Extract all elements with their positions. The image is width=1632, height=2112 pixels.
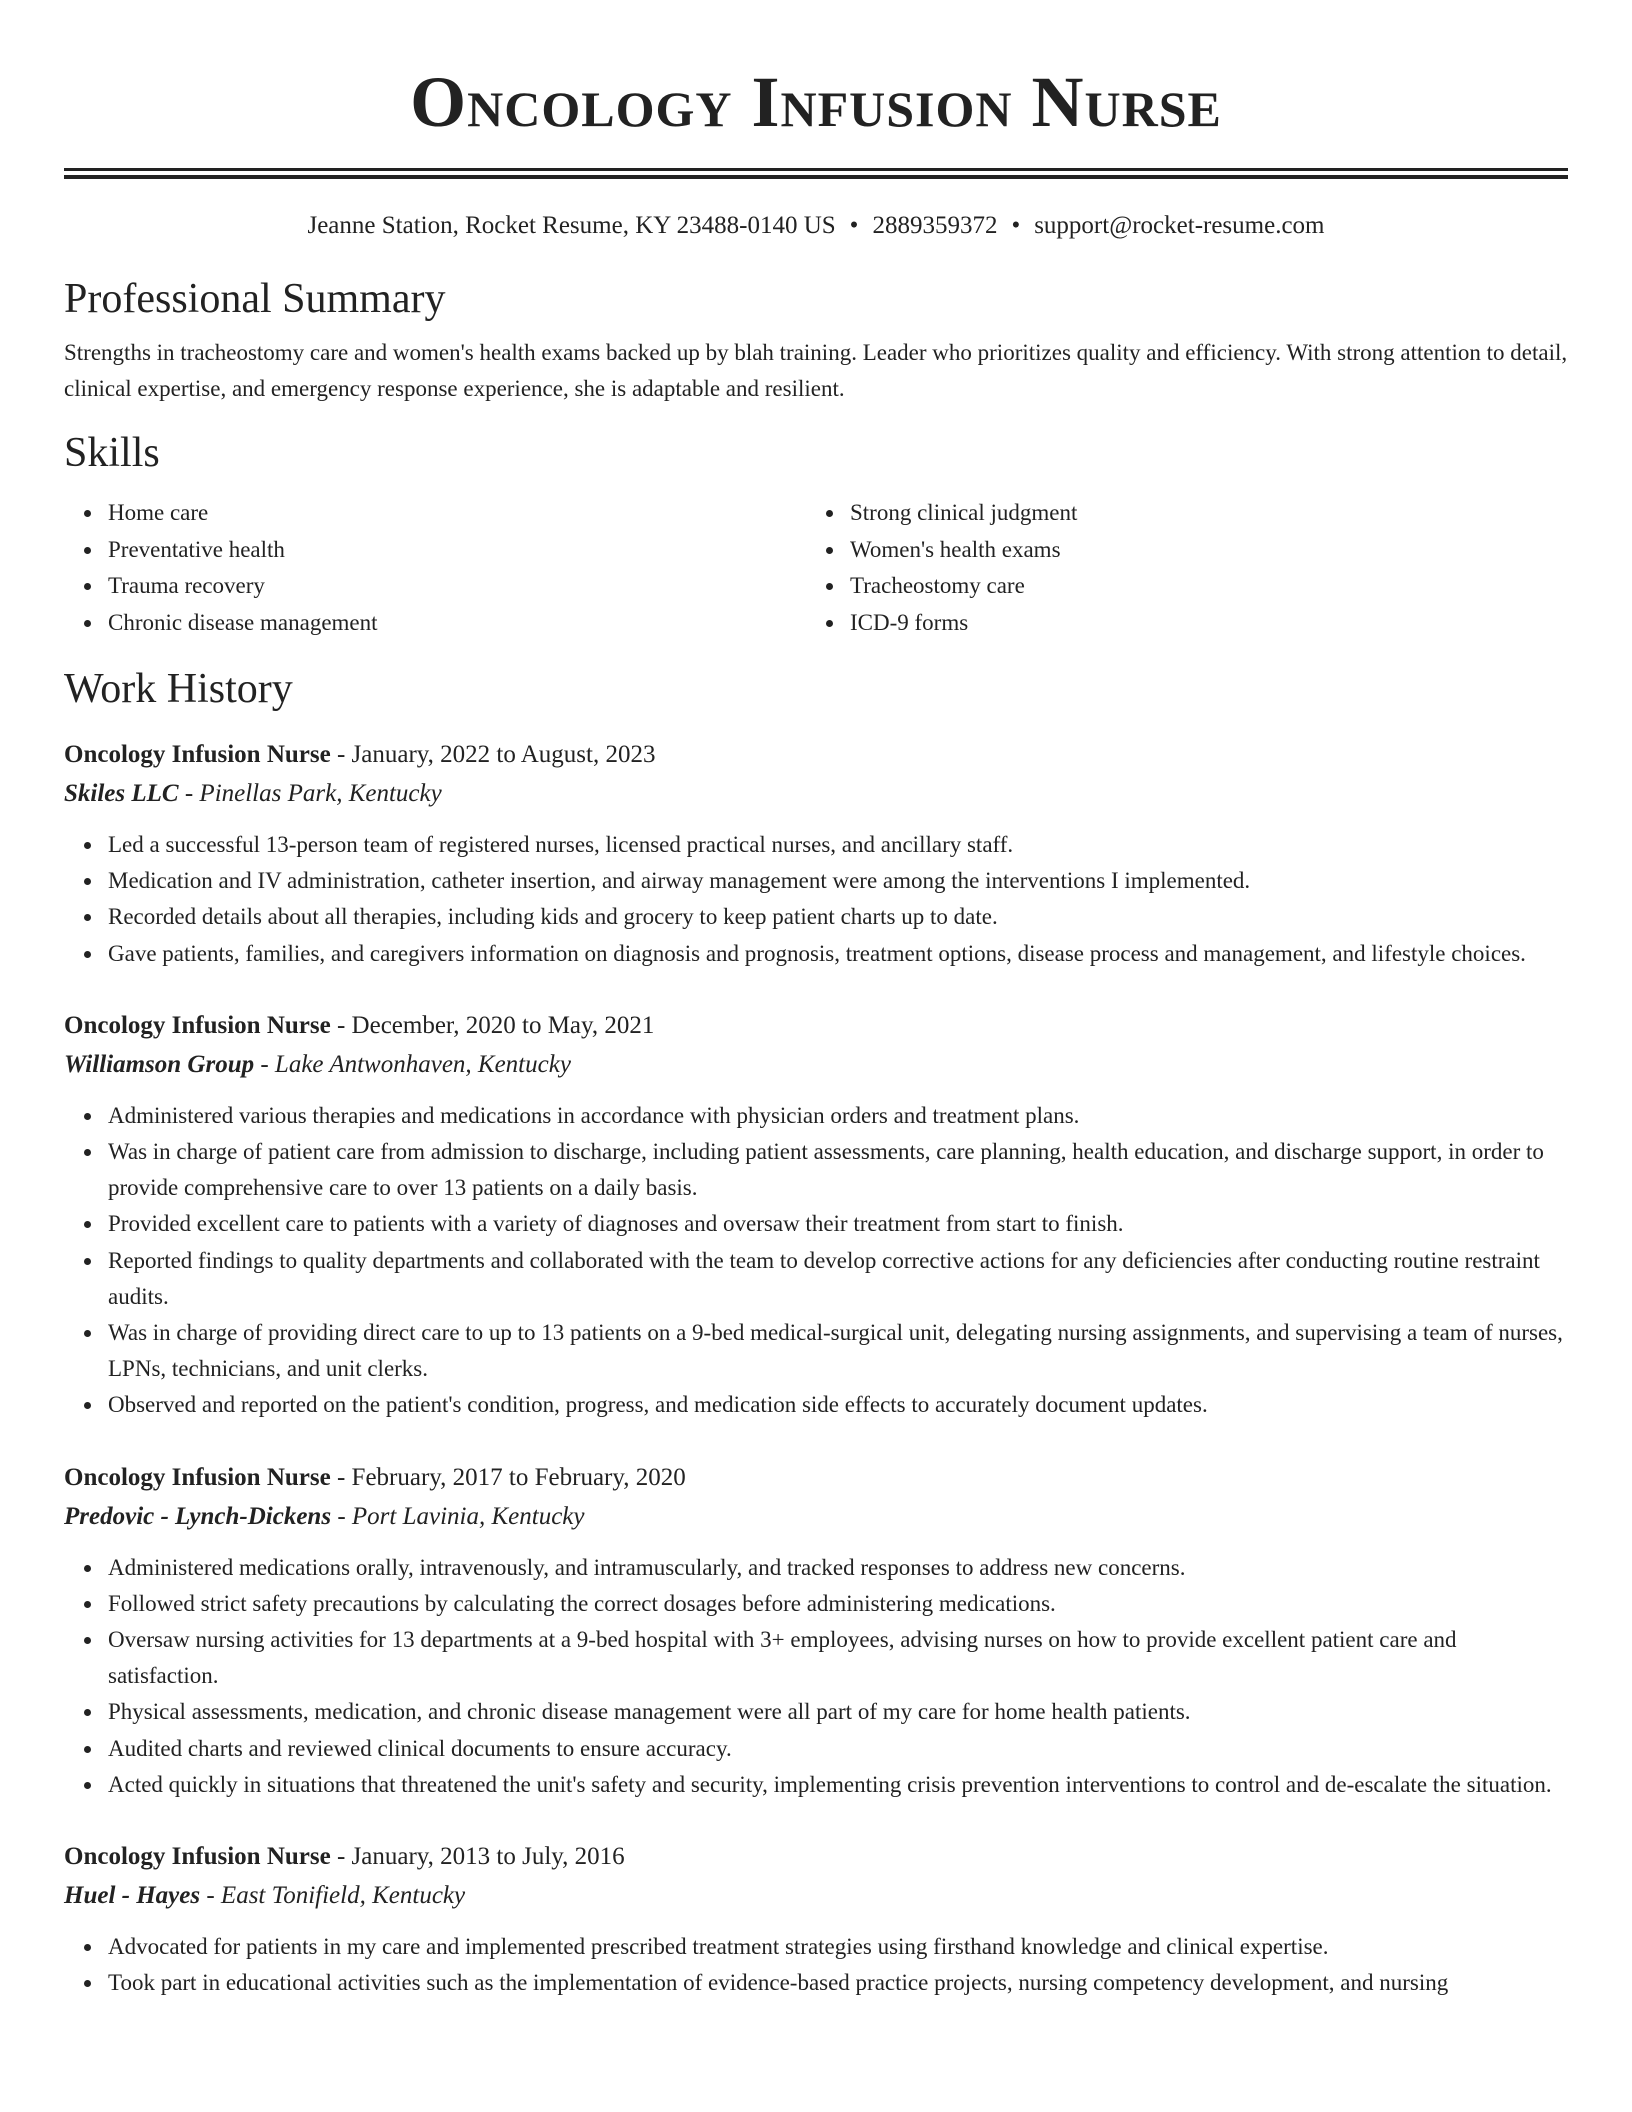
job-title: Oncology Infusion Nurse [64,1011,331,1039]
job-location: - Pinellas Park, Kentucky [178,780,442,807]
job-title: Oncology Infusion Nurse [64,1843,331,1871]
job-entry [64,735,1568,972]
job-bullet: Followed strict safety precautions by calculating the correct dosages before administering medications. [108,1586,1568,1622]
skills-section [64,427,1568,641]
skills-columns [64,495,1568,641]
job-bullets [64,1550,1568,1803]
job-bullet: Oversaw nursing activities for 13 departments at a 9-bed hospital with 3+ employees, advising nurses on how to provide excellent patient care and satisfaction. [108,1622,1568,1694]
job-bullets [64,1098,1568,1424]
job-employer [64,1497,1568,1536]
contact-line [64,209,1568,243]
job-dates: - January, 2022 to August, 2023 [330,741,656,768]
job-bullet: Medication and IV administration, catheter insertion, and airway management were among the interventions I implemented. [108,863,1568,899]
job-dates: - January, 2013 to July, 2016 [330,1843,625,1871]
job-bullet: Was in charge of providing direct care to up to 13 patients on a 9-bed medical-surgical unit, delegating nursing assignments, and supervising a team of nurses, LPNs, technicians, and unit clerks. [108,1315,1568,1387]
job-header [64,1837,1568,1876]
job-bullet: Led a successful 13-person team of registered nurses, licensed practical nurses, and ancillary staff. [108,827,1568,863]
work-history-heading: Work History [64,666,293,712]
skills-list-left [64,495,806,641]
skill-item: Women's health exams [850,532,1568,569]
skills-list-right [806,495,1568,641]
contact-separator: • [849,212,859,239]
contact-phone: 2889359372 [872,212,998,239]
summary-section [64,273,1568,407]
job-bullet: Observed and reported on the patient's condition, progress, and medication side effects to accurately document updates. [108,1387,1568,1423]
job-bullets [64,827,1568,972]
job-employer [64,1876,1568,1915]
contact-email: support@rocket-resume.com [1034,212,1325,239]
title-double-rule [64,168,1568,179]
job-company: Skiles LLC [64,780,179,807]
job-header [64,1006,1568,1045]
job-bullets [64,1929,1568,2001]
job-bullet: Reported findings to quality departments and collaborated with the team to develop corrective actions for any deficiencies after conducting routine restraint audits. [108,1243,1568,1315]
job-bullet: Administered medications orally, intravenously, and intramuscularly, and tracked responses to address new concerns. [108,1550,1568,1586]
summary-heading: Professional Summary [64,276,446,322]
job-bullet: Recorded details about all therapies, including kids and grocery to keep patient charts up to date. [108,899,1568,935]
skill-item: ICD-9 forms [850,605,1568,642]
job-dates: - February, 2017 to February, 2020 [330,1463,686,1491]
job-company: Williamson Group [64,1050,255,1078]
job-employer [64,774,1568,813]
job-header [64,735,1568,774]
skill-item: Chronic disease management [108,605,806,642]
resume-page [64,0,1568,2001]
skill-item: Preventative health [108,532,806,569]
work-history-section [64,663,1568,2001]
contact-separator: • [1011,212,1021,239]
job-bullet: Advocated for patients in my care and implemented prescribed treatment strategies using firsthand knowledge and clinical expertise. [108,1929,1568,1965]
skill-item: Strong clinical judgment [850,495,1568,532]
skills-heading: Skills [64,430,160,476]
resume-title: Oncology Infusion Nurse [410,62,1222,142]
job-dates: - December, 2020 to May, 2021 [330,1011,655,1039]
job-title: Oncology Infusion Nurse [64,1463,331,1491]
job-bullet: Acted quickly in situations that threatened the unit's safety and security, implementing crisis prevention interventions to control and de-escalate the situation. [108,1767,1568,1803]
skill-item: Trauma recovery [108,568,806,605]
job-bullet: Took part in educational activities such as the implementation of evidence-based practice projects, nursing competency development, and nursing [108,1965,1568,2001]
job-company: Huel - Hayes [64,1882,201,1910]
job-entry [64,1458,1568,1803]
job-bullet: Administered various therapies and medications in accordance with physician orders and treatment plans. [108,1098,1568,1134]
job-location: - Lake Antwonhaven, Kentucky [254,1050,571,1078]
job-entry [64,1006,1568,1424]
job-bullet: Audited charts and reviewed clinical documents to ensure accuracy. [108,1731,1568,1767]
job-location: - Port Lavinia, Kentucky [331,1502,585,1530]
job-bullet: Gave patients, families, and caregivers information on diagnosis and prognosis, treatment options, disease process and management, and lifestyle choices. [108,936,1568,972]
skill-item: Home care [108,495,806,532]
skill-item: Tracheostomy care [850,568,1568,605]
job-bullet: Physical assessments, medication, and chronic disease management were all part of my care for home health patients. [108,1694,1568,1730]
job-header [64,1458,1568,1497]
contact-address: Jeanne Station, Rocket Resume, KY 23488-0140 US [307,212,836,239]
job-entry [64,1837,1568,2001]
job-company: Predovic - Lynch-Dickens [64,1502,332,1530]
summary-text: Strengths in tracheostomy care and women's health exams backed up by blah training. Leader who prioritizes quality and efficiency. With strong attention to detail, clinical expertise, and emergency response experience, she is adaptable and resilient. [64,340,1568,401]
job-bullet: Was in charge of patient care from admission to discharge, including patient assessments, care planning, health education, and discharge support, in order to provide comprehensive care to over 13 patients on a daily basis. [108,1134,1568,1206]
job-location: - East Tonifield, Kentucky [200,1882,466,1910]
job-bullet: Provided excellent care to patients with a variety of diagnoses and oversaw their treatment from start to finish. [108,1206,1568,1242]
job-title: Oncology Infusion Nurse [64,741,331,768]
job-employer [64,1045,1568,1084]
